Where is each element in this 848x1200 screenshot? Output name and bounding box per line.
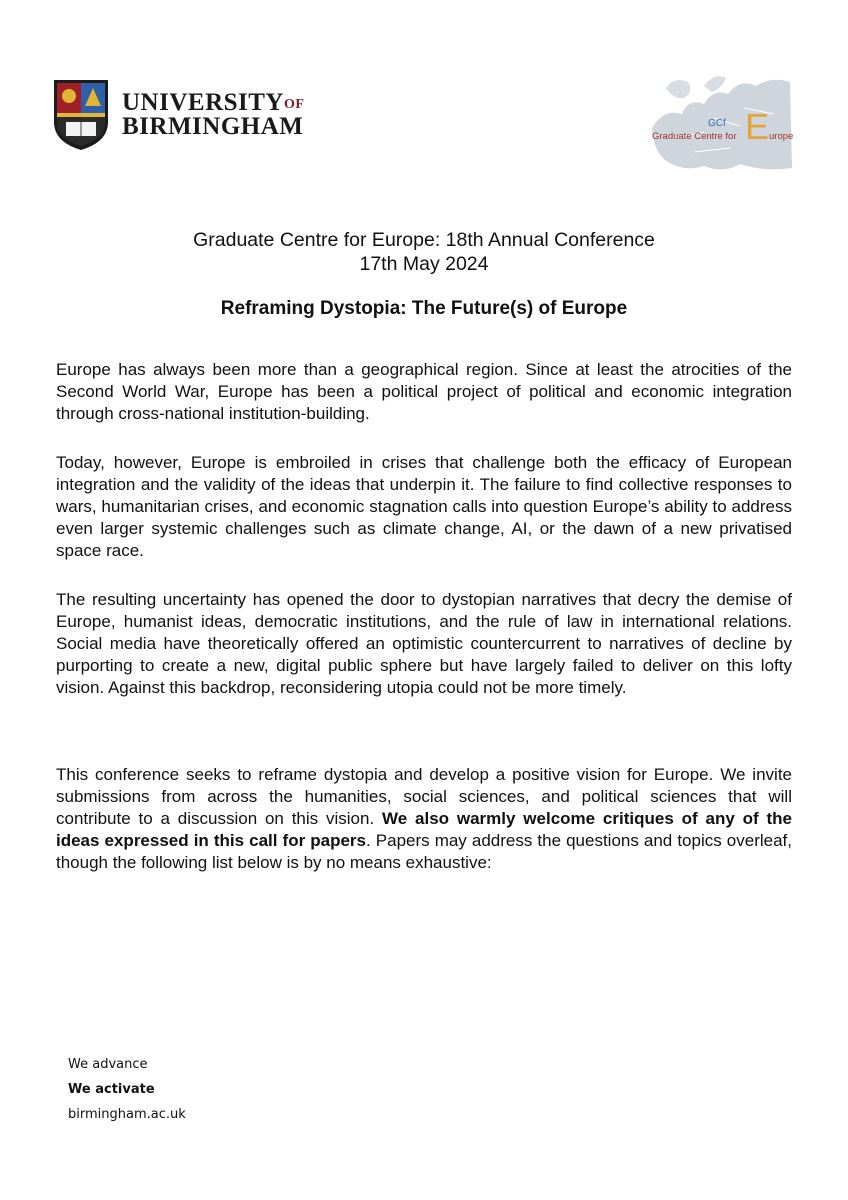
title-block [0, 228, 848, 320]
footer [68, 1055, 186, 1130]
gcfe-name: Graduate Centre for [652, 131, 737, 142]
university-name-line1: UNIVERSITY [122, 89, 284, 116]
paragraph-4-end: . Papers may address the questions and topics overleaf, though the following list below is by no means exhaustive: [56, 831, 792, 872]
conference-theme: Reframing Dystopia: The Future(s) of Europe [220, 298, 628, 319]
footer-tagline-2: We activate [68, 1082, 155, 1097]
university-logo [52, 78, 304, 152]
paragraph-3: The resulting uncertainty has opened the door to dystopian narratives that decry the demise of Europe, humanist ideas, democratic institutions, and the rule of law in international relations. Social media have theoretically offered an optimistic countercurrent to narratives of decline by purporting to create a new, digital public sphere but have largely failed to deliver on this lofty vision. Against this backdrop, reconsidering utopia could not be more timely. [56, 590, 792, 697]
footer-tagline-1: We advance [68, 1057, 148, 1072]
paragraph-4-start: This conference seeks to reframe dystopia and develop a positive vision for Europe. We invite submissions from across the humanities, social sciences, and political sciences that will contribute to a discussion on this vision. [56, 765, 792, 828]
paragraph-2: Today, however, Europe is embroiled in crises that challenge both the efficacy of European integration and the validity of the ideas that underpin it. The failure to find collective responses to wars, humanitarian crises, and economic stagnation calls into question Europe’s ability to address even larger systemic challenges such as climate change, AI, or the dawn of a new privatised space race. [56, 453, 792, 560]
gcfe-abbreviation: GCf [708, 118, 726, 129]
paragraph-4-bold: We also warmly welcome critiques of any of the ideas expressed in this call for papers [56, 809, 792, 850]
footer-website: birmingham.ac.uk [68, 1107, 186, 1122]
university-name-line2: BIRMINGHAM [122, 113, 304, 140]
gcfe-name-end: urope [769, 131, 794, 142]
paragraph-1: Europe has always been more than a geographical region. Since at least the atrocities of the Second World War, Europe has been a political project of political and economic integration through cross-national institution-building. [56, 360, 792, 423]
conference-title: Graduate Centre for Europe: 18th Annual Conference [193, 229, 655, 251]
conference-date: 17th May 2024 [359, 253, 489, 275]
gcfe-letter-e: E [745, 106, 770, 147]
university-crest-icon [52, 78, 110, 152]
university-name-of: OF [283, 97, 305, 112]
paragraph-4 [56, 764, 792, 874]
